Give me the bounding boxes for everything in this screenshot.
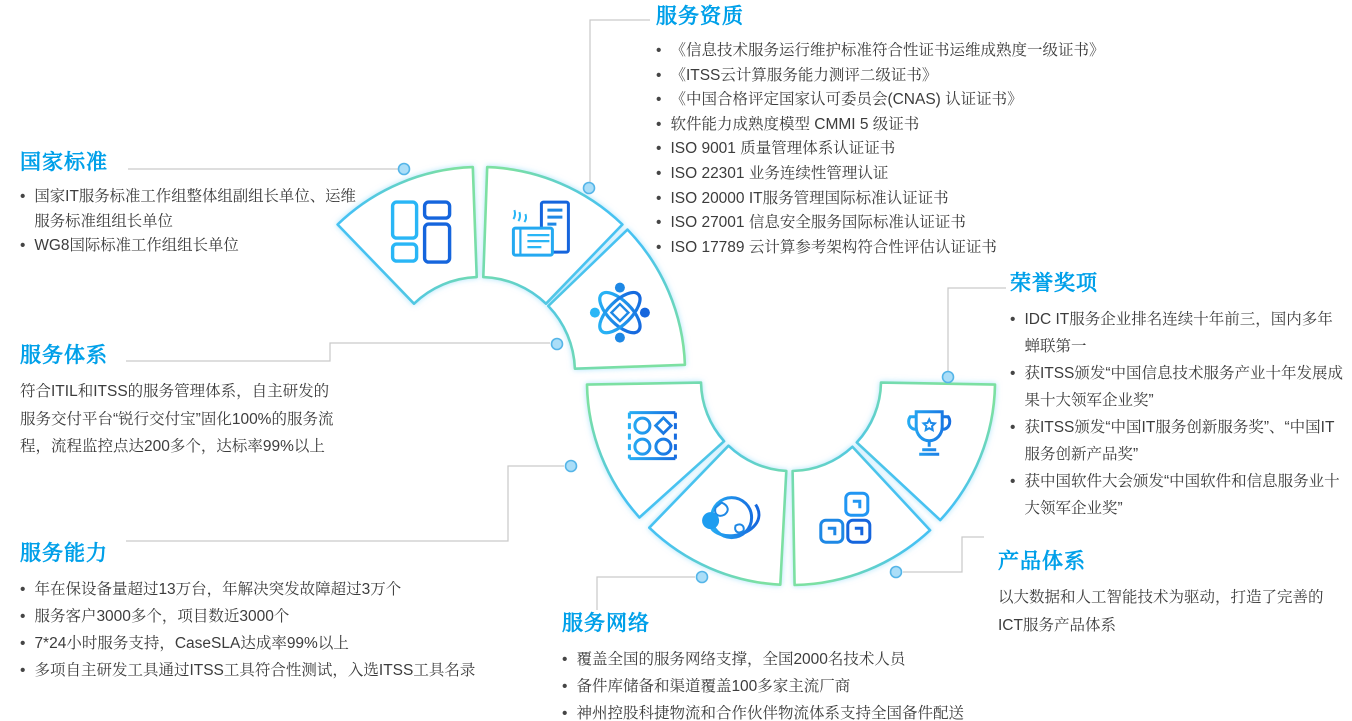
list-item: • ISO 17789 云计算参考架构符合性评估认证证书 [656, 236, 1296, 261]
section-qualifications [656, 4, 1296, 260]
section-paragraph-product-system: 以大数据和人工智能技术为驱动，打造了完善的ICT服务产品体系 [998, 589, 1324, 634]
list-item: • 服务客户3000多个，项目数近3000个 [20, 603, 525, 630]
connector-dot-honors [943, 372, 954, 383]
connector-line-qualifications [590, 20, 650, 182]
connector-dot-service-system [552, 339, 563, 350]
section-title-honors: 荣誉奖项 [1010, 272, 1098, 295]
list-item: • 《信息技术服务运行维护标准符合性证书运维成熟度一级证书》 [656, 39, 1296, 64]
section-title-service-network: 服务网络 [562, 612, 650, 635]
section-title-service-capability: 服务能力 [20, 542, 108, 565]
connector-dot-service-network [697, 572, 708, 583]
section-paragraph-service-system: 符合ITIL和ITSS的服务管理体系，自主研发的服务交付平台“锐行交付宝”固化100%的服务流程，流程监控点达200多个，达标率99%以上 [20, 383, 334, 455]
list-item: • 获ITSS颁发“中国IT服务创新服务奖”、“中国IT服务创新产品奖” [1010, 414, 1348, 468]
section-service-system [20, 343, 344, 461]
list-item: • WG8国际标准工作组组长单位 [20, 234, 365, 259]
section-honors [1010, 271, 1348, 522]
connector-dot-qualifications [584, 183, 595, 194]
list-item: • 年在保设备量超过13万台，年解决突发故障超过3万个 [20, 576, 525, 603]
section-title-service-system: 服务体系 [20, 344, 108, 367]
list-item: • 《ITSS云计算服务能力测评二级证书》 [656, 64, 1296, 89]
section-list-service-capability [20, 576, 525, 684]
list-item: • 多项自主研发工具通过ITSS工具符合性测试，入选ITSS工具名录 [20, 657, 525, 684]
section-list-qualifications [656, 39, 1296, 260]
section-service-capability [20, 541, 525, 684]
section-title-national-standards: 国家标准 [20, 151, 108, 174]
section-list-national-standards [20, 185, 365, 259]
list-item: • ISO 9001 质量管理体系认证证书 [656, 137, 1296, 162]
list-item: • 软件能力成熟度模型 CMMI 5 级证书 [656, 113, 1296, 138]
section-title-product-system: 产品体系 [998, 550, 1086, 573]
section-list-honors [1010, 306, 1348, 522]
list-item: • ISO 20000 IT服务管理国际标准认证证书 [656, 187, 1296, 212]
list-item: • 7*24小时服务支持，CaseSLA达成率99%以上 [20, 630, 525, 657]
list-item: • 神州控股科捷物流和合作伙伴物流体系支持全国备件配送 [562, 700, 1047, 721]
connector-line-honors [948, 288, 1006, 371]
list-item: • 国家IT服务标准工作组整体组副组长单位、运维服务标准组组长单位 [20, 185, 365, 234]
list-item: • 《中国合格评定国家认可委员会(CNAS) 认证证书》 [656, 88, 1296, 113]
section-product-system [998, 549, 1333, 639]
section-service-network [562, 611, 1047, 721]
connector-line-service-network [597, 577, 695, 610]
list-item: • 获中国软件大会颁发“中国软件和信息服务业十大领军企业奖” [1010, 468, 1348, 522]
connector-dot-national-standards [399, 164, 410, 175]
section-list-service-network [562, 646, 1047, 721]
connector-dot-service-capability [566, 461, 577, 472]
list-item: • 备件库储备和渠道覆盖100多家主流厂商 [562, 673, 1047, 700]
list-item: • IDC IT服务企业排名连续十年前三，国内多年蝉联第一 [1010, 306, 1348, 360]
section-title-qualifications: 服务资质 [656, 5, 744, 28]
list-item: • ISO 27001 信息安全服务国际标准认证证书 [656, 211, 1296, 236]
connector-line-service-capability [126, 466, 564, 541]
connector-dot-product-system [891, 567, 902, 578]
list-item: • 获ITSS颁发“中国信息技术服务产业十年发展成果十大领军企业奖” [1010, 360, 1348, 414]
list-item: • ISO 22301 业务连续性管理认证 [656, 162, 1296, 187]
section-national-standards [20, 150, 365, 259]
list-item: • 覆盖全国的服务网络支撑，全国2000名技术人员 [562, 646, 1047, 673]
